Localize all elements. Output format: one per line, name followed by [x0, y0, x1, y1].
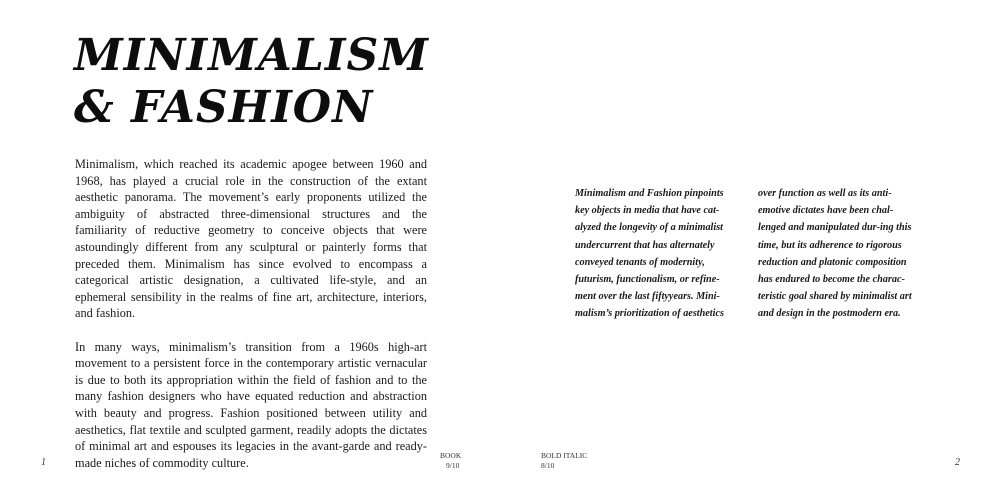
- font-spec-book: [440, 451, 461, 470]
- body-text-column: [75, 156, 427, 488]
- page-number-right: 2: [955, 457, 960, 468]
- font-spec-bold-ratio: 8/10: [541, 460, 555, 470]
- title-line-2: & FASHION: [74, 82, 374, 133]
- body-paragraph-1: Minimalism, which reached its academic apogee between 1960 and 1968, has played a crucial role in the construction of the extant aesthetic panorama. The movement’s early proponents utilized the ambiguity of abstracted three-dimensional structures and the familiarity of reductive geometry to conceive objects that were astoundingly different from any sculptural or painterly forms that preceded them. Minimalism has since evolved to encompass a categorical artistic designation, a cultivated life-style, and an ephemeral sensibility in the realms of fine art, architecture, interiors, and fashion.: [75, 157, 427, 321]
- font-spec-book-label: BOOK: [440, 451, 462, 460]
- page-number-left: 1: [41, 457, 46, 468]
- font-spec-bold-label: BOLD ITALIC: [541, 451, 588, 460]
- page-title: [74, 30, 429, 134]
- font-spec-book-ratio: 9/10: [446, 460, 460, 470]
- body-paragraph-2: In many ways, minimalism’s transition from a 1960s high-art movement to a persistent force in the contemporary artistic vernacular is due to both its appropriation within the field of fashion and to the many fashion designers who have equated reduction and abstraction with beauty and progress. Fashion positioned between utility and aesthetics, flat textile and sculpted garment, readily adopts the dictates of minimal art and espouses its legacies in the avant-garde and ready-made niches of commodity culture.: [75, 339, 427, 470]
- title-line-1: MINIMALISM: [74, 30, 429, 81]
- pullquote-right-column: over function as well as its anti-emotive dictates have been chal-lenged and manipulated dur-ing this time, but its adherence to rigorous reduction and platonic composition has endured to become the charac-teristic goal shared by minimalist art and design in the postmodern era.: [758, 188, 912, 320]
- font-spec-bold-italic: [541, 451, 587, 470]
- pullquote-left-column: Minimalism and Fashion pinpoints key objects in media that have cat-alyzed the longevity of a minimalist undercurrent that has alternately conveyed tenants of modernity, futurism, functionalism, or refine-ment over the last fiftyyears. Mini-malism’s prioritization of aesthetics: [575, 188, 724, 320]
